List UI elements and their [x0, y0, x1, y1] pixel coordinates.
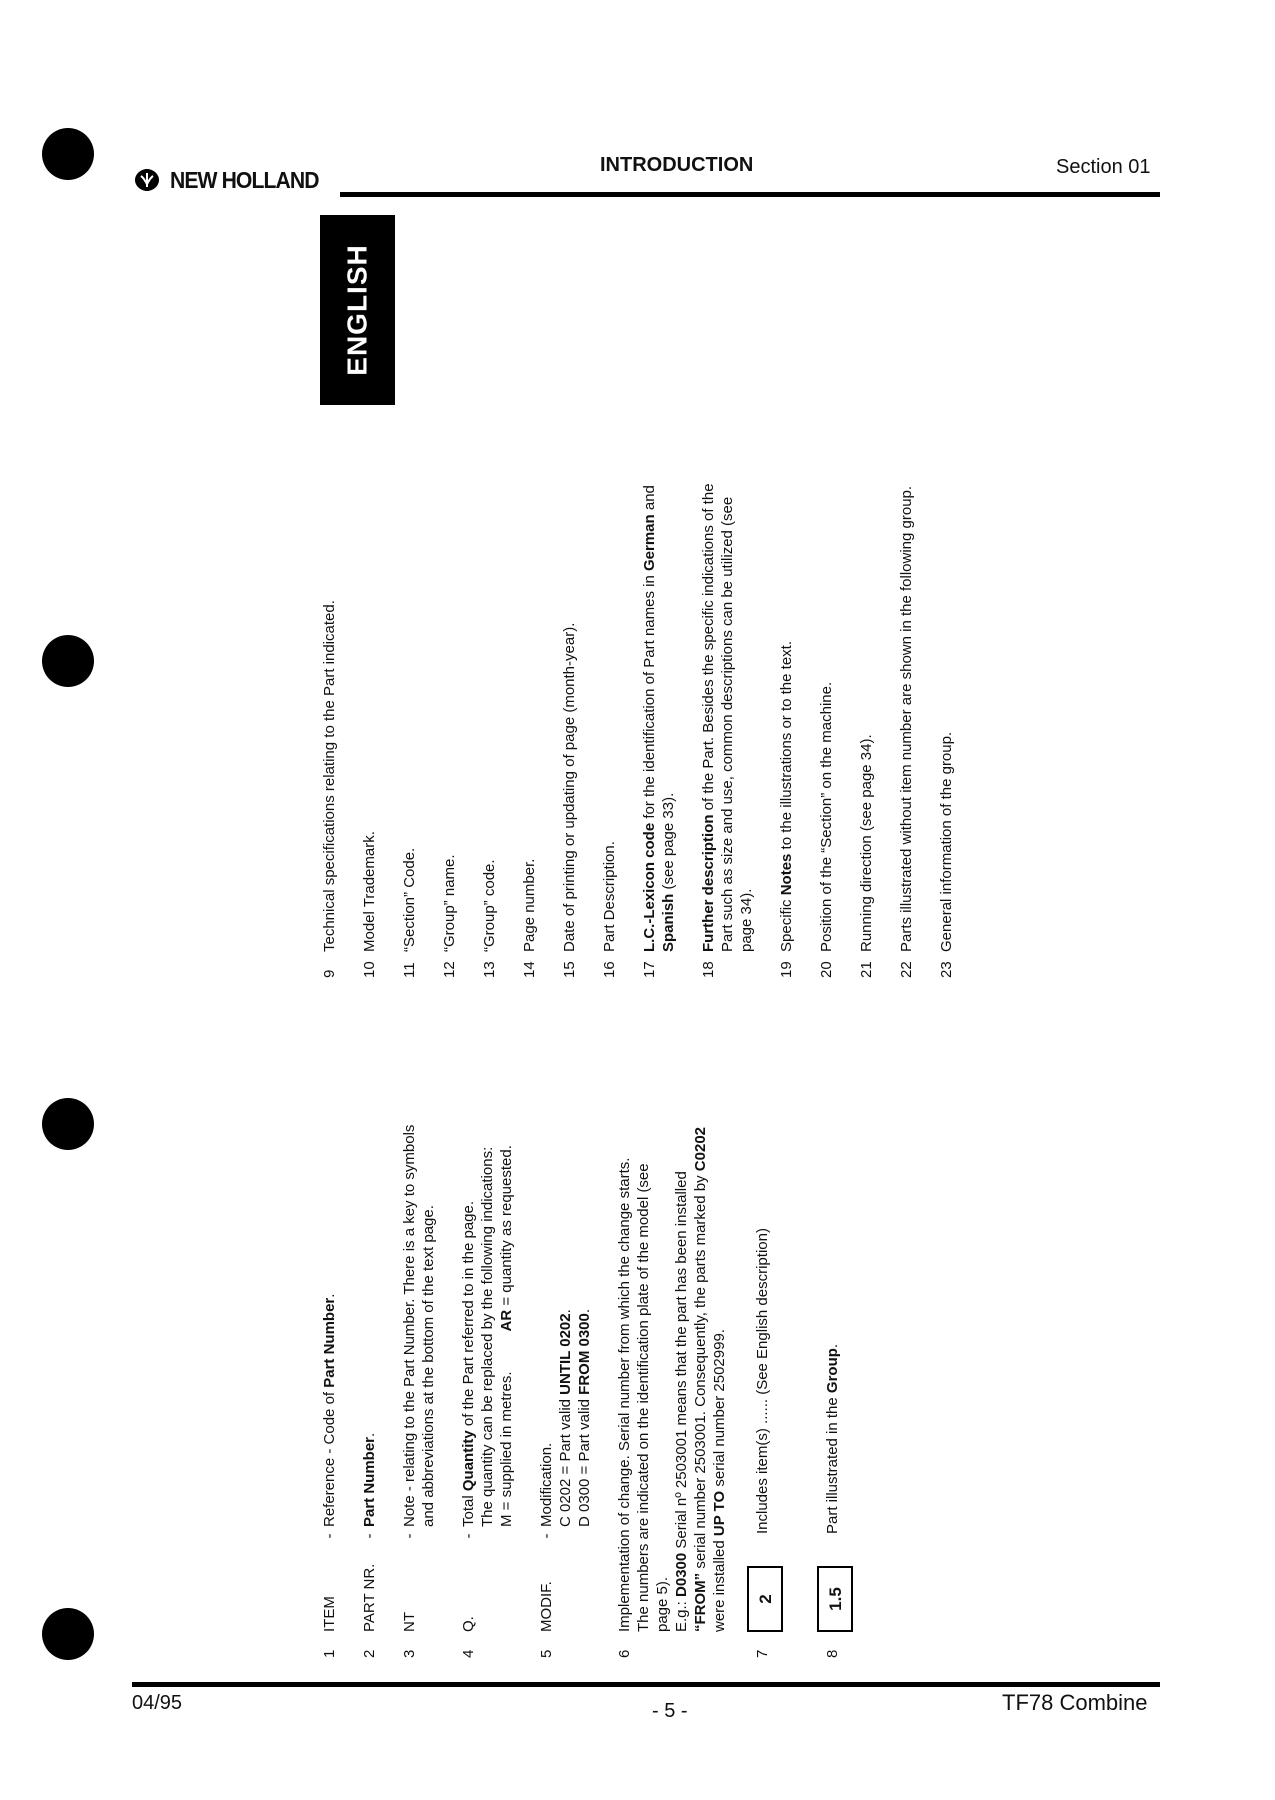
text-part: were installed	[711, 1536, 728, 1632]
text-bold: FROM 0300	[576, 1313, 593, 1395]
term-code: NT	[401, 1612, 418, 1632]
legend-item	[459, 978, 516, 1658]
legend-item	[320, 448, 339, 978]
item-number: 11	[401, 962, 418, 978]
legend-item	[440, 448, 459, 978]
item-number: 4	[460, 1649, 477, 1658]
legend-item	[777, 448, 796, 978]
item-number: 3	[401, 1649, 418, 1658]
text-part: Specific	[778, 895, 795, 952]
text-bold: German	[641, 514, 658, 571]
item-number: 9	[321, 969, 338, 978]
legend-item	[360, 448, 379, 978]
legend-item	[360, 978, 379, 1658]
legend-item	[520, 448, 539, 978]
footer-model: TF78 Combine	[1002, 1690, 1148, 1715]
brand-logo	[132, 166, 331, 194]
text-line: Note - relating to the Part Number. There is a key to symbols	[401, 1124, 418, 1527]
item-text: “Group” name.	[441, 854, 458, 952]
item-text: General information of the group.	[938, 731, 955, 952]
term-code: PART NR.	[361, 1563, 378, 1632]
text-part: of the Part. Besides the specific indications of the	[700, 483, 717, 815]
text-part	[498, 1145, 515, 1331]
item-number: 22	[898, 961, 915, 978]
item-text: “Section” Code.	[401, 847, 418, 952]
text-bold: UP TO	[711, 1490, 728, 1537]
item-text	[400, 978, 438, 1527]
legend-column-left	[320, 978, 853, 1658]
item-text: Technical specifications relating to the Part indicated.	[321, 600, 338, 952]
legend-item	[560, 448, 579, 978]
legend-item	[600, 448, 619, 978]
text-bold: Part Number	[321, 1297, 338, 1388]
legend-item	[615, 978, 729, 1658]
item-text	[320, 978, 339, 1527]
legend-item	[857, 448, 876, 978]
text-bold: Notes	[778, 853, 795, 896]
item-number: 10	[361, 961, 378, 978]
text-bold: Group	[824, 1348, 841, 1394]
item-number: 21	[858, 961, 875, 978]
item-number: 13	[481, 961, 498, 978]
term-dash: -	[361, 1533, 378, 1539]
legend-item	[937, 448, 956, 978]
legend-item	[537, 978, 594, 1658]
text-part: E.g.:	[673, 1596, 690, 1632]
item-text	[777, 448, 796, 952]
text-line: The numbers are indicated on the identification plate of the model (see	[635, 1163, 652, 1632]
text-part: (see page 33).	[660, 792, 677, 894]
text-part: serial number 2502999.	[711, 1329, 728, 1491]
binder-hole	[42, 635, 94, 687]
legend-item	[897, 448, 916, 978]
item-number: 14	[521, 961, 538, 978]
language-tab	[320, 215, 395, 405]
item-text: Model Trademark.	[361, 831, 378, 952]
item-term	[537, 1527, 556, 1632]
legend-item	[817, 448, 836, 978]
section-label: Section 01	[1056, 156, 1151, 178]
legend-item	[400, 448, 419, 978]
item-term	[459, 1527, 478, 1632]
legend-column-right	[320, 448, 977, 978]
text-part: Part illustrated in the	[824, 1393, 841, 1534]
item-number: 7	[754, 1649, 771, 1658]
text-part: M = supplied in metres.	[498, 1371, 515, 1527]
header-divider	[340, 192, 1160, 197]
page-number: - 5 -	[652, 1700, 688, 1722]
text-bold: Quantity	[460, 1430, 477, 1492]
item-term	[320, 1527, 339, 1632]
item-number: 18	[700, 961, 717, 978]
legend-item	[400, 978, 438, 1658]
item-number: 8	[824, 1649, 841, 1658]
term-code: MODIF.	[538, 1581, 555, 1632]
item-text: Page number.	[521, 858, 538, 952]
item-term	[400, 1527, 419, 1632]
binder-hole	[42, 1608, 94, 1660]
item-text	[459, 978, 516, 1527]
item-number: 12	[441, 961, 458, 978]
item-number: 16	[601, 961, 618, 978]
leaf-logo-icon	[132, 166, 162, 194]
item-text	[640, 448, 678, 952]
item-number: 20	[818, 961, 835, 978]
text-part: = quantity as requested.	[498, 1145, 515, 1310]
term-code: ITEM	[321, 1596, 338, 1632]
text-part: .	[361, 1432, 378, 1437]
legend-item	[699, 448, 756, 978]
item-text: Running direction (see page 34).	[858, 734, 875, 952]
item-number: 2	[361, 1649, 378, 1658]
item-text: Date of printing or updating of page (month-year).	[561, 622, 578, 952]
text-bold: C0202	[692, 1127, 709, 1172]
text-line: page 34).	[738, 888, 755, 952]
text-bold: UNTIL 0202	[557, 1313, 574, 1395]
item-text	[615, 978, 729, 1632]
term-dash: -	[321, 1533, 338, 1539]
brand-name: NEW HOLLAND	[170, 166, 319, 193]
item-text	[823, 978, 842, 1534]
text-line: The quantity can be replaced by the following indications:	[479, 1146, 496, 1527]
legend-item	[753, 978, 783, 1658]
item-number: 1	[321, 1649, 338, 1658]
text-part: .	[576, 1308, 593, 1314]
item-term	[360, 1527, 379, 1632]
item-number: 17	[641, 961, 658, 978]
legend-item	[480, 448, 499, 978]
text-line: page 5).	[654, 1576, 671, 1632]
binder-hole	[42, 1098, 94, 1150]
text-part: to the illustrations or to the text.	[778, 641, 795, 854]
item-text: Position of the “Section” on the machine.	[818, 681, 835, 952]
item-number: 15	[561, 961, 578, 978]
text-bold: D0300	[673, 1552, 690, 1597]
binder-hole	[42, 128, 94, 180]
page-title: INTRODUCTION	[600, 154, 754, 176]
text-line: Part such as size and use, common descriptions can be utilized (see	[719, 496, 736, 952]
text-bold: “FROM”	[692, 1572, 709, 1632]
item-text	[699, 448, 756, 952]
item-number: 23	[938, 961, 955, 978]
item-number: 19	[778, 961, 795, 978]
item-number: 5	[538, 1649, 555, 1658]
text-part: Serial nº 2503001 means that the part has been installed	[673, 1171, 690, 1553]
item-text: “Group” code.	[481, 859, 498, 952]
text-part: .	[321, 1293, 338, 1298]
text-line: Implementation of change. Serial number from which the change starts.	[616, 1157, 633, 1632]
text-line: Modification.	[538, 1442, 555, 1527]
text-line: and abbreviations at the bottom of the text page.	[420, 1205, 437, 1527]
term-dash: -	[538, 1533, 555, 1539]
item-text	[537, 978, 594, 1527]
legend-item	[823, 978, 853, 1658]
text-part: serial number 2503001. Consequently, the parts marked by	[692, 1171, 709, 1573]
text-bold: Further description	[700, 814, 717, 952]
term-dash: -	[401, 1533, 418, 1539]
text-part: D 0300 = Part valid	[576, 1394, 593, 1527]
legend-item	[640, 448, 678, 978]
text-part: C 0202 = Part valid	[557, 1394, 574, 1527]
item-text: Parts illustrated without item number are shown in the following group.	[898, 485, 915, 952]
text-part: Total	[460, 1491, 477, 1527]
term-code: Q.	[460, 1616, 477, 1632]
text-part: of the Part referred to in the page.	[460, 1200, 477, 1431]
text-part: for the identification of Part names in	[641, 571, 658, 823]
item-number: 6	[616, 1649, 633, 1658]
item-count-box: 2	[747, 1566, 783, 1632]
language-tab-label: ENGLISH	[341, 244, 373, 376]
item-text: Includes item(s) ...... (See English description)	[754, 1228, 771, 1534]
legend-item	[320, 978, 339, 1658]
footer-date: 04/95	[132, 1692, 183, 1714]
item-text	[360, 978, 379, 1527]
item-text: Part Description.	[601, 841, 618, 952]
text-part: .	[824, 1343, 841, 1349]
text-part: and	[641, 485, 658, 515]
quantity-box: 1.5	[817, 1566, 853, 1632]
term-dash: -	[460, 1533, 477, 1539]
legend-content	[310, 443, 1150, 1658]
text-part: .	[557, 1309, 574, 1314]
text-bold: Spanish	[660, 893, 677, 952]
footer-divider	[132, 1682, 1160, 1687]
text-bold: AR	[498, 1309, 515, 1332]
text-bold: L.C.-Lexicon code	[641, 822, 658, 952]
text-part: Reference - Code of	[321, 1387, 338, 1527]
text-bold: Part Number	[361, 1436, 378, 1527]
